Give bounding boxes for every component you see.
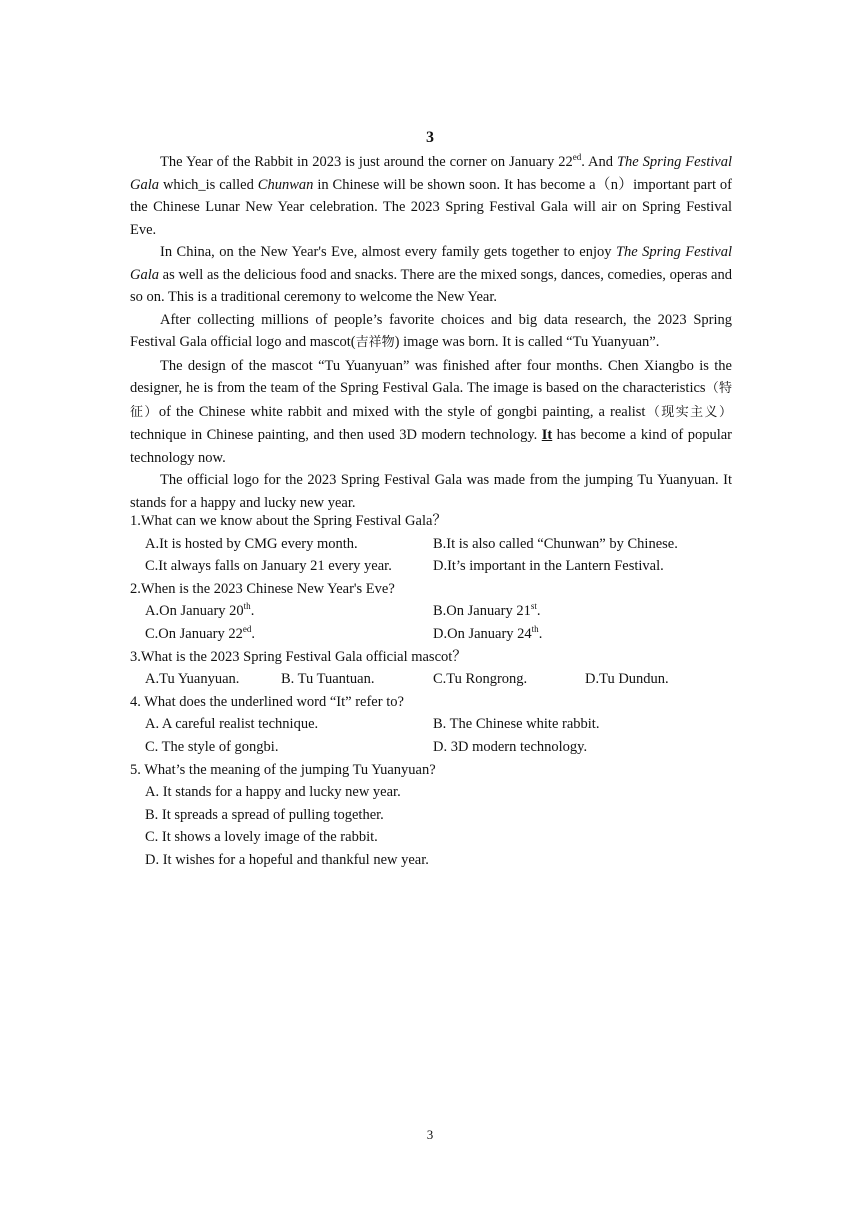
question-2-option-b: B.On January 21st. xyxy=(433,601,541,620)
question-3-option-a: A.Tu Yuanyuan. xyxy=(145,671,240,688)
question-1-option-d: D.It’s important in the Lantern Festival. xyxy=(433,558,664,575)
question-5-option-c: C. It shows a lovely image of the rabbit. xyxy=(145,829,378,846)
question-4-option-b: B. The Chinese white rabbit. xyxy=(433,716,600,733)
question-4-option-c: C. The style of gongbi. xyxy=(145,738,279,755)
passage-paragraph-3: After collecting millions of people’s favorite choices and big data research, the 2023 Spring Festival Gala official logo and mascot(吉祥物) image was born. It is called “Tu Yuanyuan”. xyxy=(130,311,732,350)
question-5-option-d: D. It wishes for a hopeful and thankful new year. xyxy=(145,851,429,868)
question-4-option-d: D. 3D modern technology. xyxy=(433,738,588,755)
question-5-stem: 5. What’s the meaning of the jumping Tu Yuanyuan? xyxy=(130,761,436,778)
section-number: 3 xyxy=(426,129,434,146)
question-2-options-row-1 xyxy=(130,600,732,623)
question-3-option-b: B. Tu Tuantuan. xyxy=(281,671,375,688)
passage-paragraph-4: The design of the mascot “Tu Yuanyuan” was finished after four months. Chen Xiangbo is the designer, he is from the team of the Spring Festival Gala. The image is based on the characteristics（特征）of the Chinese white rabbit and mixed with the style of gongbi painting, a realist（现实主义）technique in Chinese painting, and then used 3D modern technology. It has become a kind of popular technology now. xyxy=(130,357,732,466)
passage-paragraph-2: In China, on the New Year's Eve, almost every family gets together to enjoy The Spring Festival Gala as well as the delicious food and snacks. There are the mixed songs, dances, comedies, operas and so on. This is a traditional ceremony to welcome the New Year. xyxy=(130,244,732,305)
question-2-option-a: A.On January 20th. xyxy=(145,601,255,620)
page-number: 3 xyxy=(426,1127,434,1142)
question-1-options-row-2 xyxy=(130,555,732,578)
question-1-option-b: B.It is also called “Chunwan” by Chinese. xyxy=(433,535,678,552)
question-3-option-d: D.Tu Dundun. xyxy=(585,671,669,688)
question-4-stem: 4. What does the underlined word “It” refer to? xyxy=(130,693,404,710)
question-1-options-row-1 xyxy=(130,533,732,556)
question-3-option-c: C.Tu Rongrong. xyxy=(433,671,528,688)
question-2-option-d: D.On January 24th. xyxy=(433,624,543,642)
question-5-option-a: A. It stands for a happy and lucky new year. xyxy=(145,784,401,801)
question-4-option-a: A. A careful realist technique. xyxy=(145,716,319,733)
passage-paragraph-5: The official logo for the 2023 Spring Festival Gala was made from the jumping Tu Yuanyuan. It stands for a happy and lucky new year. xyxy=(130,472,732,511)
question-2-options-row-2 xyxy=(130,623,732,646)
question-list xyxy=(130,510,732,872)
question-1-stem: 1.What can we know about the Spring Festival Gala？ xyxy=(130,513,447,529)
question-2-option-c: C.On January $22^{ed}$. xyxy=(145,624,255,642)
question-1-option-a: A.It is hosted by CMG every month. xyxy=(145,535,358,552)
question-5-option-b: B. It spreads a spread of pulling together. xyxy=(145,806,384,823)
question-1-option-c: C.It always falls on January 21 every year. xyxy=(145,558,392,575)
question-4-options-row-1 xyxy=(130,713,732,736)
underlined-word-it: It xyxy=(541,427,553,443)
reading-passage xyxy=(130,151,732,514)
passage-paragraph-1: The Year of the Rabbit in 2023 is just around the corner on January $22^{ed}$. And The Spring Festival Gala which_is called Chunwan in Chinese will be shown soon. It has become a（n）important part of the Chinese Lunar New Year celebration. The 2023 Spring Festival Gala will air on Spring Festival Eve. xyxy=(130,152,732,238)
question-3-options-row xyxy=(130,668,732,691)
question-3-stem: 3.What is the 2023 Spring Festival Gala official mascot？ xyxy=(130,648,467,665)
question-2-stem: 2.When is the 2023 Chinese New Year's Eve? xyxy=(130,580,395,597)
question-4-options-row-2 xyxy=(130,736,732,759)
